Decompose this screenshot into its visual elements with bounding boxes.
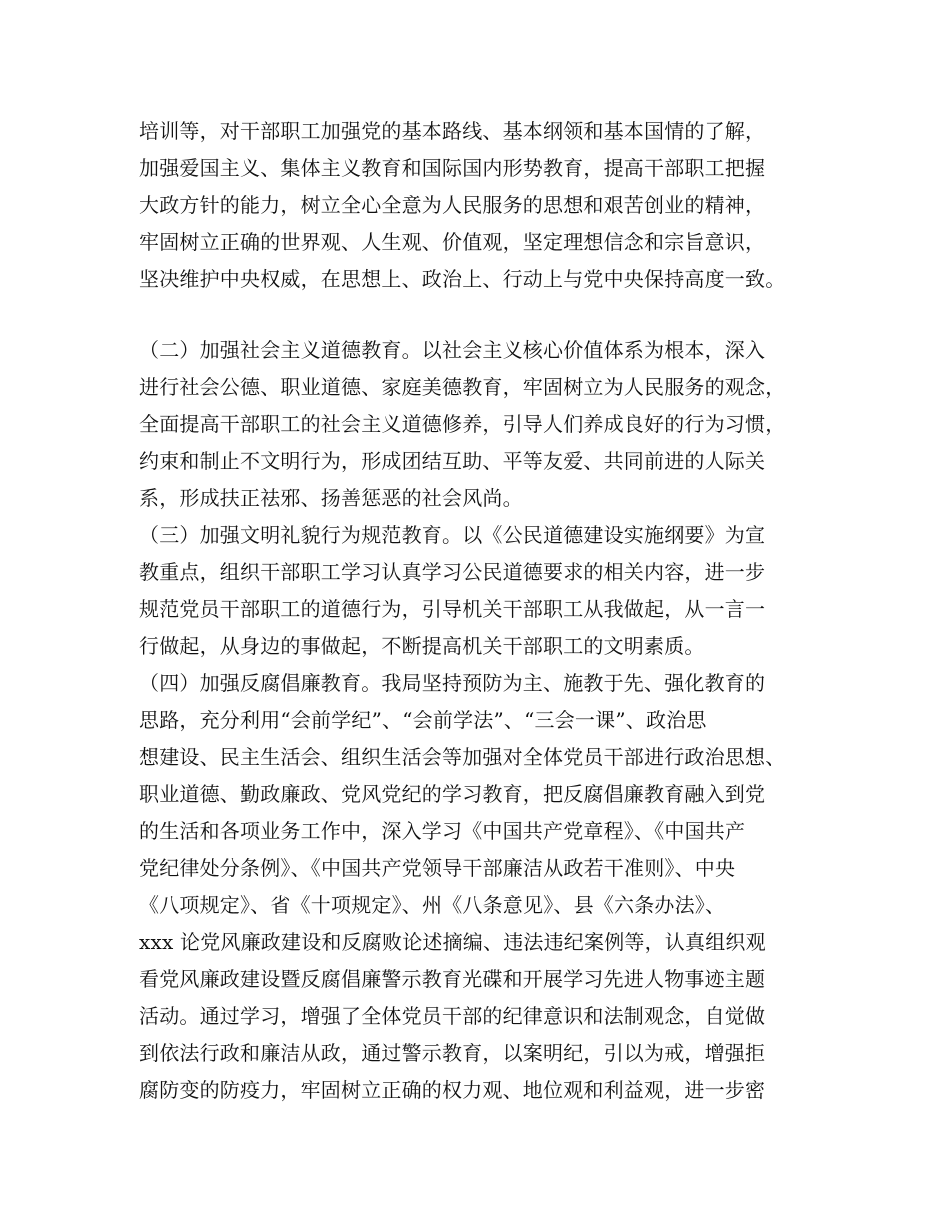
text-line: 牢固树立正确的世界观、人生观、价值观，坚定理想信念和宗旨意识， bbox=[139, 230, 766, 254]
section-heading-line: （三）加强文明礼貌行为规范教育。以《公民道德建设实施纲要》为宣 bbox=[139, 523, 766, 547]
section-heading-line: （二）加强社会主义道德教育。以社会主义核心价值体系为根本，深入 bbox=[139, 338, 766, 362]
text-line: 《八项规定》、省《十项规定》、州《八条意见》、县《六条办法》、 bbox=[139, 893, 726, 917]
text-line: 思路，充分利用“会前学纪”、“会前学法”、“三会一课”、政治思 bbox=[139, 708, 707, 732]
paragraph-gap bbox=[139, 298, 839, 332]
text-line: 坚决维护中央权威，在思想上、政治上、行动上与党中央保持高度一致。 bbox=[139, 267, 786, 291]
text-line: 党纪律处分条例》、《中国共产党领导干部廉洁从政若干准则》、中央 bbox=[139, 856, 736, 880]
text-line: 培训等，对干部职工加强党的基本路线、基本纲领和基本国情的了解， bbox=[139, 119, 766, 143]
text-line: 约束和制止不文明行为，形成团结互助、平等友爱、共同前进的人际关 bbox=[139, 449, 766, 473]
text-line: 教重点，组织干部职工学习认真学习公民道德要求的相关内容，进一步 bbox=[139, 560, 766, 584]
text-line: 腐防变的防疫力，牢固树立正确的权力观、地位观和利益观，进一步密 bbox=[139, 1078, 766, 1102]
section-heading-line: （四）加强反腐倡廉教育。我局坚持预防为主、施教于先、强化教育的 bbox=[139, 671, 766, 695]
text-line: 行做起，从身边的事做起，不断提高机关干部职工的文明素质。 bbox=[139, 634, 705, 658]
text-line: 的生活和各项业务工作中，深入学习《中国共产党章程》、《中国共产 bbox=[139, 819, 746, 843]
text-line: 想建设、民主生活会、组织生活会等加强对全体党员干部进行政治思想、 bbox=[139, 745, 786, 769]
text-line: 加强爱国主义、集体主义教育和国际国内形势教育，提高干部职工把握 bbox=[139, 156, 766, 180]
text-line: 活动。通过学习，增强了全体党员干部的纪律意识和法制观念，自觉做 bbox=[139, 1004, 766, 1028]
text-line: 全面提高干部职工的社会主义道德修养，引导人们养成良好的行为习惯， bbox=[139, 412, 786, 436]
text-line: 到依法行政和廉洁从政，通过警示教育，以案明纪，引以为戒，增强拒 bbox=[139, 1041, 766, 1065]
text-line: 看党风廉政建设暨反腐倡廉警示教育光碟和开展学习先进人物事迹主题 bbox=[139, 967, 766, 991]
text-line: 规范党员干部职工的道德行为，引导机关干部职工从我做起，从一言一 bbox=[139, 597, 766, 621]
text-line: xxx 论党风廉政建设和反腐败论述摘编、违法违纪案例等，认真组织观 bbox=[139, 930, 766, 954]
text-line: 进行社会公德、职业道德、家庭美德教育，牢固树立为人民服务的观念， bbox=[139, 375, 786, 399]
text-line: 职业道德、勤政廉政、党风党纪的学习教育，把反腐倡廉教育融入到党 bbox=[139, 782, 766, 806]
document-body bbox=[139, 113, 839, 1109]
text-line: 系，形成扶正祛邪、扬善惩恶的社会风尚。 bbox=[139, 486, 523, 510]
text-line: 大政方针的能力，树立全心全意为人民服务的思想和艰苦创业的精神， bbox=[139, 193, 766, 217]
